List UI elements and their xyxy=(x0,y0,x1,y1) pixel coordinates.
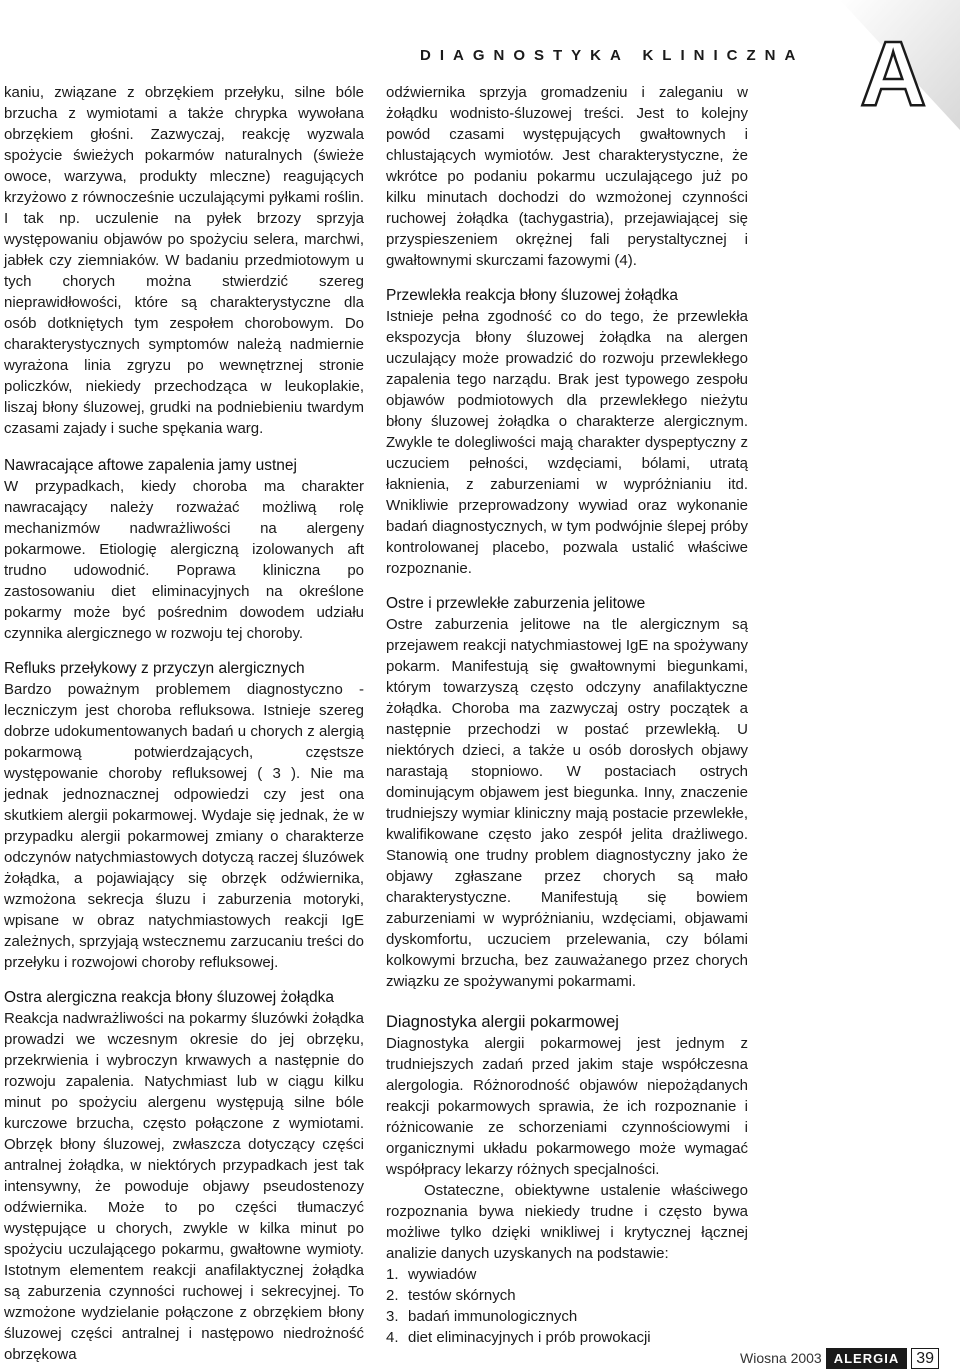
heading-acute-gastric: Ostra alergiczna reakcja błony śluzowej żołądka xyxy=(4,989,334,1006)
right-paragraph-4: Diagnostyka alergii pokarmowej jest jednym z trudniejszych zadań przed jakim staje współczesna alergologia. Różnorodność objawów niepożądanych reakcji pokarmowych sprawia, że ich rozpoznanie i różnicowanie ze schorzeniami czynnościowymi i organicznymi układu pokarmowego może wymagać współpracy lekarzy różnych specjalności. xyxy=(386,1035,748,1178)
left-paragraph-3: Bardzo poważnym problemem diagnostyczno - leczniczym jest choroba refluksowa. Istnieje szereg dobrze udokumentowanych badań u chorych z alergią pokarmową potwierdzających, częstsze występowanie choroby refluksowej ( 3 ). Nie ma jednak jednoznacznej odpowiedzi czy jest ona skutkiem alergii pokarmowej. Wydaje się jednak, że w przypadku alergii pokarmowej zmiany o charakterze odczynów natychmiastowych dotyczą raczej śluzówek żołądka, a pojawiający się obrzęk odźwiernika, wzmożona sekrecja śluzu i zaburzenia motoryki, wpisane w obraz natychmiastowych reakcji IgE zależnych, sprzyjają wstecznemu zarzucaniu treści do przełyku i rozwojowi choroby refluksowej. xyxy=(4,681,364,971)
list-item: 1. wywiadów xyxy=(386,1266,477,1283)
issue-season: Wiosna 2003 xyxy=(740,1350,822,1366)
heading-reflux: Refluks przełykowy z przyczyn alergicznych xyxy=(4,660,305,677)
right-column xyxy=(386,82,748,1348)
heading-intestinal: Ostre i przewlekłe zaburzenia jelitowe xyxy=(386,595,646,612)
list-item: 4. diet eliminacyjnych i prób prowokacji xyxy=(386,1329,651,1346)
section-title: DIAGNOSTYKA KLINICZNA xyxy=(420,47,805,64)
left-paragraph-2: W przypadkach, kiedy choroba ma charakter nawracający należy rozważać możliwą rolę mechanizmów nadwrażliwości na alergeny pokarmowe. Etiologię alergiczną izolowanych aft trudno udowodnić. Poprawa kliniczna po zastosowaniu diet eliminacyjnych na określone pokarmy może być pośrednim dowodem udziału czynnika alergicznego w rozwoju tej choroby. xyxy=(4,478,364,642)
list-item: 2. testów skórnych xyxy=(386,1287,516,1304)
page-number: 39 xyxy=(911,1348,939,1369)
diagnostic-methods-list xyxy=(386,1264,748,1348)
right-paragraph-3: Ostre zaburzenia jelitowe na tle alergicznym są przejawem reakcji natychmiastowej IgE na spożywany pokarm. Manifestują się gwałtownymi biegunkami, którym towarzyszą często odczyny anafilaktyczne żołądka. Choroba ma zazwyczaj ostry początek a następnie przechodzi w postać przewlekłą. U niektórych dzieci, a także u osób dorosłych objawy narastają stopniowo. W postaciach ostrych dominującym objawem jest biegunka. Inny, znaczenie trudniejszy wymiar kliniczny mają postacie przewlekłe, kwalifikowane często jako zespół jelita drażliwego. Stanowią one trudny problem diagnostyczny jako że objawy zgłaszane przez chorych są mało charakterystyczne. Manifestują się bowiem zaburzeniami w wypróżnianiu, wzdęciami, objawami dyskomfortu, uczuciem przelewania, czy bólami kolkowymi brzucha, bez zauważanego przez chorych związku ze spożywanymi pokarmami. xyxy=(386,616,748,990)
letter-a-badge xyxy=(830,0,960,130)
left-paragraph-4: Reakcja nadwrażliwości na pokarmy śluzówki żołądka prowadzi we wczesnym okresie do jej obrzęku, przekrwienia i wybroczyn krwawych a następnie do rozwoju zapalenia. Natychmiast lub w ciągu kilku minut po spożyciu alergenu występują silne bóle kurczowe brzucha, często połączone z wymiotami. Obrzęk błony śluzowej, zwłaszcza dotyczący części antralnej żołądka, w niektórych przypadkach jest tak intensywny, że powoduje objawy pseudostenozy odźwiernika. Może to po części tłumaczyć występujące u chorych, zwykle w kilka minut po spożyciu uczulającego pokarmu, gwałtowne wymioty. Istotnym elementem reakcji anafilaktycznej żołądka są zaburzenia czynności ruchowej i sekrecyjnej. To wzmożone wydzielanie połączone z obrzękiem błony śluzowej części antralnej i następowo niedrożność obrzękowa xyxy=(4,1010,364,1363)
heading-aphthous: Nawracające aftowe zapalenia jamy ustnej xyxy=(4,457,297,474)
right-paragraph-2: Istnieje pełna zgodność co do tego, że przewlekła ekspozycja błony śluzowej żołądka na alergen uczulający może prowadzić do rozwoju przewlekłego zapalenia tego narządu. Brak jest typowego zespołu objawów podmiotowych dla przewlekłego nieżytu błony śluzowej żołądka o charakterze alergicznym. Zwykle te dolegliwości mają charakter dyspeptyczny z uczuciem pełności, wzdęciami, bólami, utratą łaknienia, z zaburzeniami w wypróżnianiu itd. Wnikliwie przeprowadzony wywiad oraz wykonanie badań diagnostycznych, w tym podwójnie ślepej próby kontrolowanej placebo, pozwala ustalić właściwe rozpoznanie. xyxy=(386,308,748,577)
list-item: 3. badań immunologicznych xyxy=(386,1308,578,1325)
heading-chronic-gastric: Przewlekła reakcja błony śluzowej żołądka xyxy=(386,287,679,304)
right-paragraph-5: Ostateczne, obiektywne ustalenie właściwego rozpoznania bywa niekiedy trudne i często bywa możliwe tylko dzięki wnikliwej i krytycznej łącznej analizie danych uzyskanych na podstawie: xyxy=(386,1182,748,1262)
journal-brand: ALERGIA xyxy=(826,1348,908,1369)
left-column xyxy=(4,82,364,1365)
right-paragraph-1: odźwiernika sprzyja gromadzeniu i zaleganiu w żołądku wodnisto-śluzowej treści. Jest to kolejny powód czasami występujących gwałtownych i chlustających wymiotów. Jest charakterystyczne, że wkrótce po podaniu pokarmu uczulającego już po kilku minutach dochodzi do wzmożonej czynności ruchowej żołądka (tachygastria), przejawiającej się przyspieszeniem okrężnej fali perystaltycznej i gwałtownymi skurczami fazowymi (4). xyxy=(386,84,748,269)
badge-letter: A xyxy=(860,23,927,125)
page-footer xyxy=(740,1347,939,1369)
heading-diagnostics: Diagnostyka alergii pokarmowej xyxy=(386,1013,619,1031)
left-paragraph-1: kaniu, związane z obrzękiem przełyku, silne bóle brzucha z wymiotami a także chrypka wywołana obrzękiem głośni. Zazwyczaj, reakcję wyzwala spożycie świeżych pokarmów naturalnych (świeże owoce, warzywa, produkty mleczne) reagujących krzyżowo z równocześnie uczulającymi pyłkami roślin. I tak np. uczulenie na pyłek brzozy sprzyja występowaniu objawów po spożyciu selera, marchwi, jabłek czy ziemniaków. W badaniu przedmiotowym u tych chorych można stwierdzić szereg nieprawidłowości, które są charakterystyczne dla osób dotkniętych tym zespołem chorobowym. Do charakterystycznych symptomów należą nadmiernie wyrażona linia zgryzu po wewnętrznej stronie policzków, niekiedy przechodząca w leukoplakie, liszaj błony śluzowej, grudki na podniebieniu twardym czasami zajady i suche spękania warg. xyxy=(4,84,364,437)
